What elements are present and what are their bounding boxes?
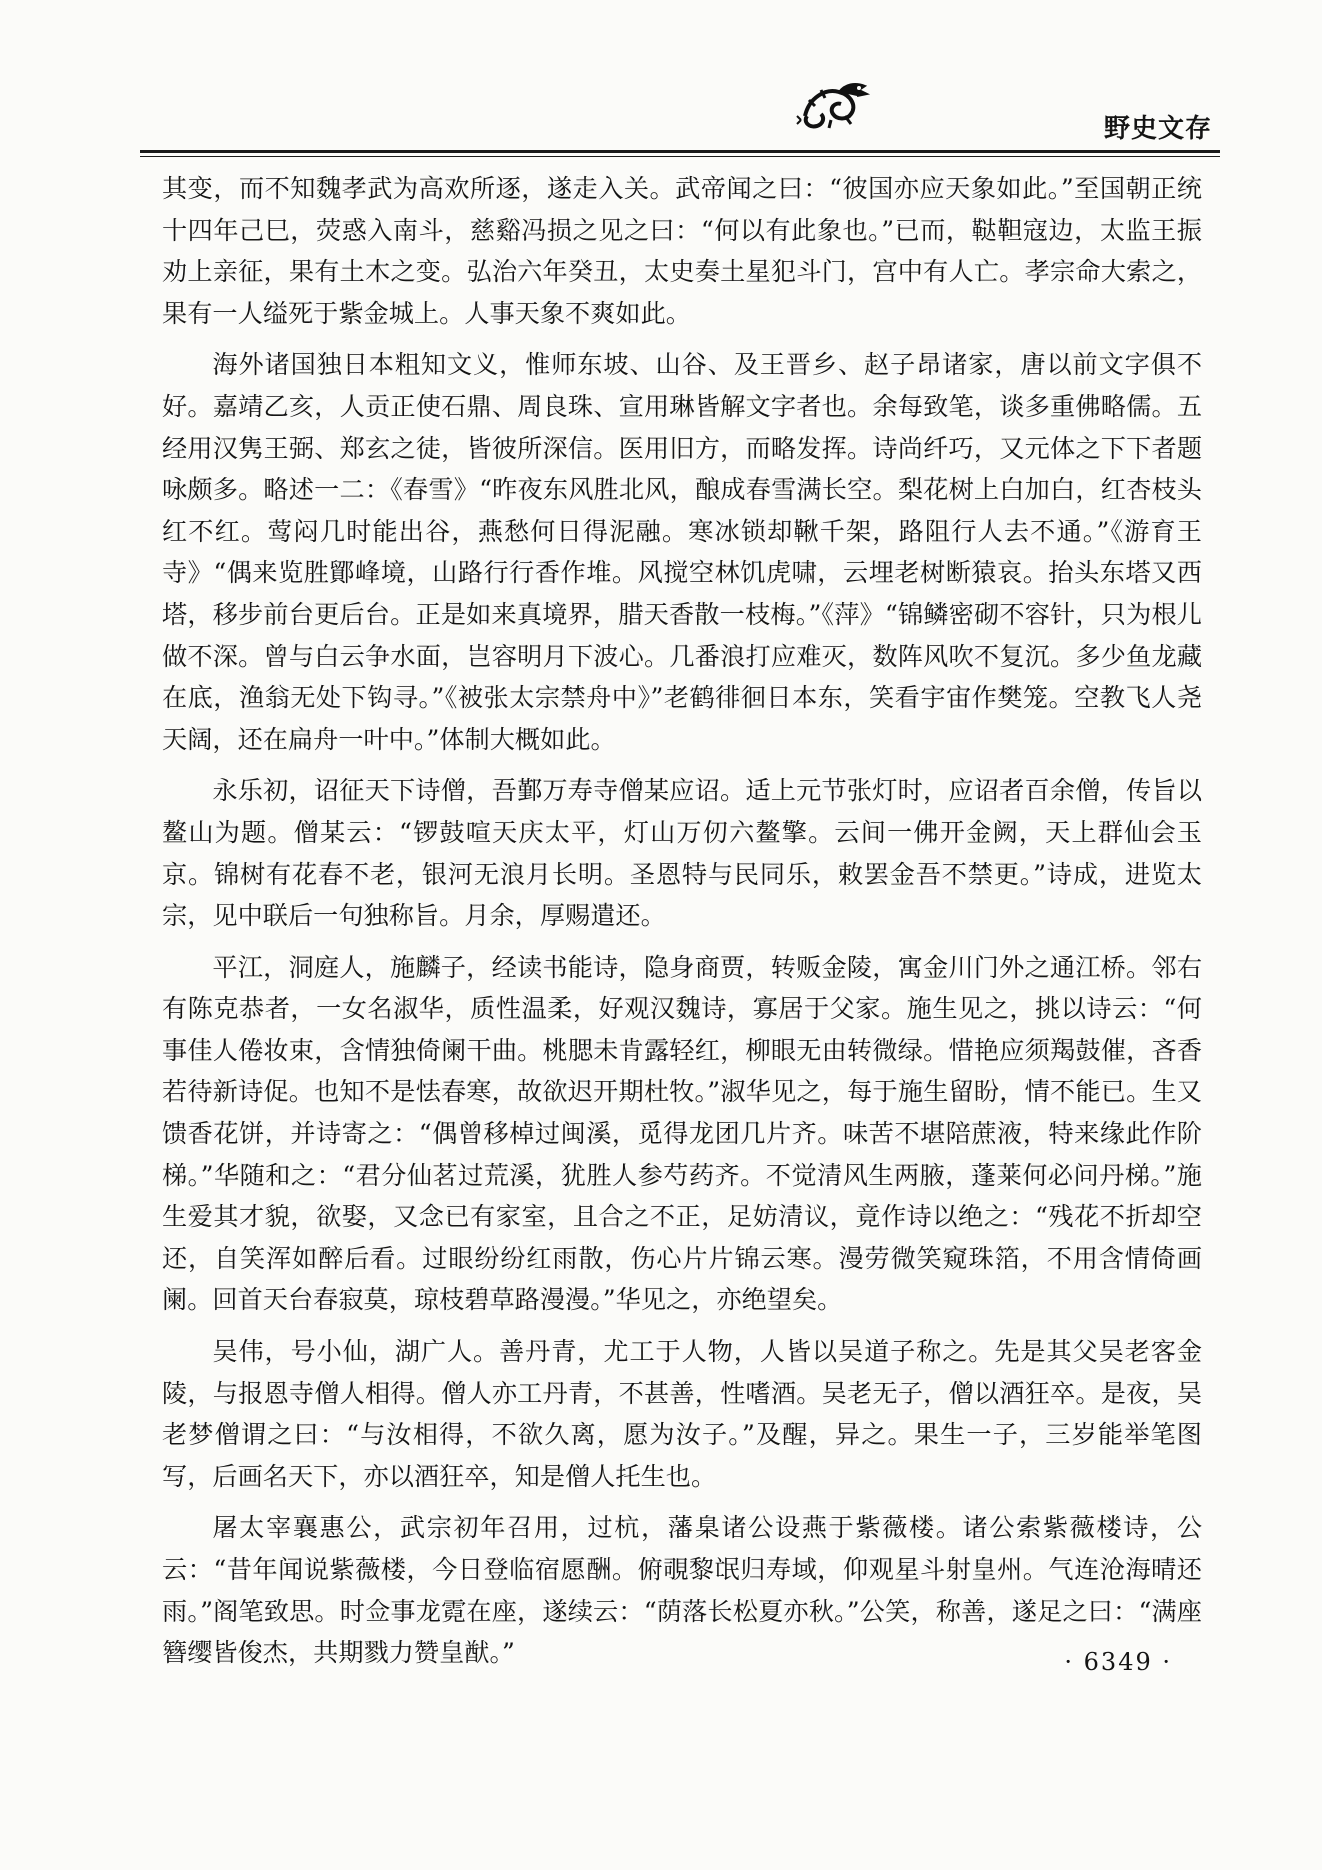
paragraph: 永乐初，诏征天下诗僧，吾鄞万寿寺僧某应诏。适上元节张灯时，应诏者百余僧，传旨以鳌山为题。僧某云：“锣鼓喧天庆太平，灯山万仞六鳌擎。云间一佛开金阙，天上群仙会玉京。锦树有花春不老，银河无浪月长明。圣恩特与民同乐，敕罢金吾不禁更。”诗成，进览太宗，见中联后一句独称旨。月余，厚赐遣还。 [162, 776, 1202, 931]
page-header [140, 68, 1220, 160]
header-title: 野史文存 [1103, 114, 1212, 144]
paragraph: 其变，而不知魏孝武为高欢所逐，遂走入关。武帝闻之曰：“彼国亦应天象如此。”至国朝正统十四年己巳，荧惑入南斗，慈谿冯损之见之曰：“何以有此象也。”已而，鞑靼寇边，太监王振劝上亲征，果有土木之变。弘治六年癸丑，太史奏土星犯斗门，宫中有人亡。孝宗命大索之，果有一人缢死于紫金城上。人事天象不爽如此。 [162, 174, 1202, 328]
header-rule-thin [140, 156, 1220, 157]
body-text [162, 168, 1202, 1684]
paragraph: 屠太宰襄惠公，武宗初年召用，过杭，藩臬诸公设燕于紫薇楼。诸公索紫薇楼诗，公云：“昔年闻说紫薇楼，今日登临宿愿酬。俯覗黎氓归寿域，仰观星斗射皇州。气连沧海晴还雨。”阁笔致思。时佥事龙霓在座，遂续云：“荫落长松夏亦秋。”公笑，称善，遂足之曰：“满座簪缨皆俊杰，共期戮力赞皇猷。” [162, 1513, 1202, 1668]
page-number: · 6349 · [1064, 1648, 1172, 1676]
paragraph: 平江，洞庭人，施麟子，经读书能诗，隐身商贾，转贩金陵，寓金川门外之通江桥。邻右有陈克恭者，一女名淑华，质性温柔，好观汉魏诗，寡居于父家。施生见之，挑以诗云：“何事佳人倦妆束，含情独倚阑干曲。桃腮未肯露轻红，柳眼无由转微绿。惜艳应须羯鼓催，吝香若待新诗促。也知不是怯春寒，故欲迟开期杜牧。”淑华见之，每于施生留盼，情不能已。生又馈香花饼，并诗寄之：“偶曾移棹过闽溪，觅得龙团几片齐。味苦不堪陪蔗液，特来缘此作阶梯。”华随和之：“君分仙茗过荒溪，犹胜人参芍药齐。不觉清风生两腋，蓬莱何必问丹梯。”施生爱其才貌，欲娶，又念已有家室，且合之不正，足妨清议，竟作诗以绝之：“残花不折却空还，自笑浑如醉后看。过眼纷纷红雨散，伤心片片锦云寒。漫劳微笑窥珠箔，不用含情倚画阑。回首天台春寂莫，琼枝碧草路漫漫。”华见之，亦绝望矣。 [162, 952, 1202, 1315]
paragraph: 吴伟，号小仙，湖广人。善丹青，尤工于人物，人皆以吴道子称之。先是其父吴老客金陵，与报恩寺僧人相得。僧人亦工丹青，不甚善，性嗜酒。吴老无子，僧以酒狂卒。是夜，吴老梦僧谓之曰：“与汝相得，不欲久离，愿为汝子。”及醒，异之。果生一子，三岁能举笔图写，后画名天下，亦以酒狂卒，知是僧人托生也。 [162, 1337, 1202, 1491]
paragraph: 海外诸国独日本粗知文义，惟师东坡、山谷、及王晋乡、赵子昂诸家，唐以前文字俱不好。嘉靖乙亥，人贡正使石鼎、周良珠、宣用琳皆解文字者也。余每致笔，谈多重佛略儒。五经用汉隽王弼、郑玄之徒，皆彼所深信。医用旧方，而略发挥。诗尚纤巧，又元体之下下者题咏颇多。略述一二：《春雪》“昨夜东风胜北风，酿成春雪满长空。梨花树上白加白，红杏枝头红不红。莺闷几时能出谷，燕愁何日得泥融。寒冰锁却鞦千架，路阻行人去不通。”《游育王寺》“偶来览胜鄮峰境，山路行行香作堆。风搅空林饥虎啸，云埋老树断猿哀。抬头东塔又西塔，移步前台更后台。正是如来真境界，腊天香散一枝梅。”《萍》“锦鳞密砌不容针，只为根儿做不深。曾与白云争水面，岂容明月下波心。几番浪打应难灭，数阵风吹不复沉。多少鱼龙藏在底，渔翁无处下钩寻。”《被张太宗禁舟中》”老鹤徘徊日本东，笑看宇宙作樊笼。空教飞人尧天阔，还在扁舟一叶中。”体制大概如此。 [162, 350, 1202, 754]
header-rule-thick [140, 150, 1220, 153]
dragon-icon [795, 76, 875, 136]
